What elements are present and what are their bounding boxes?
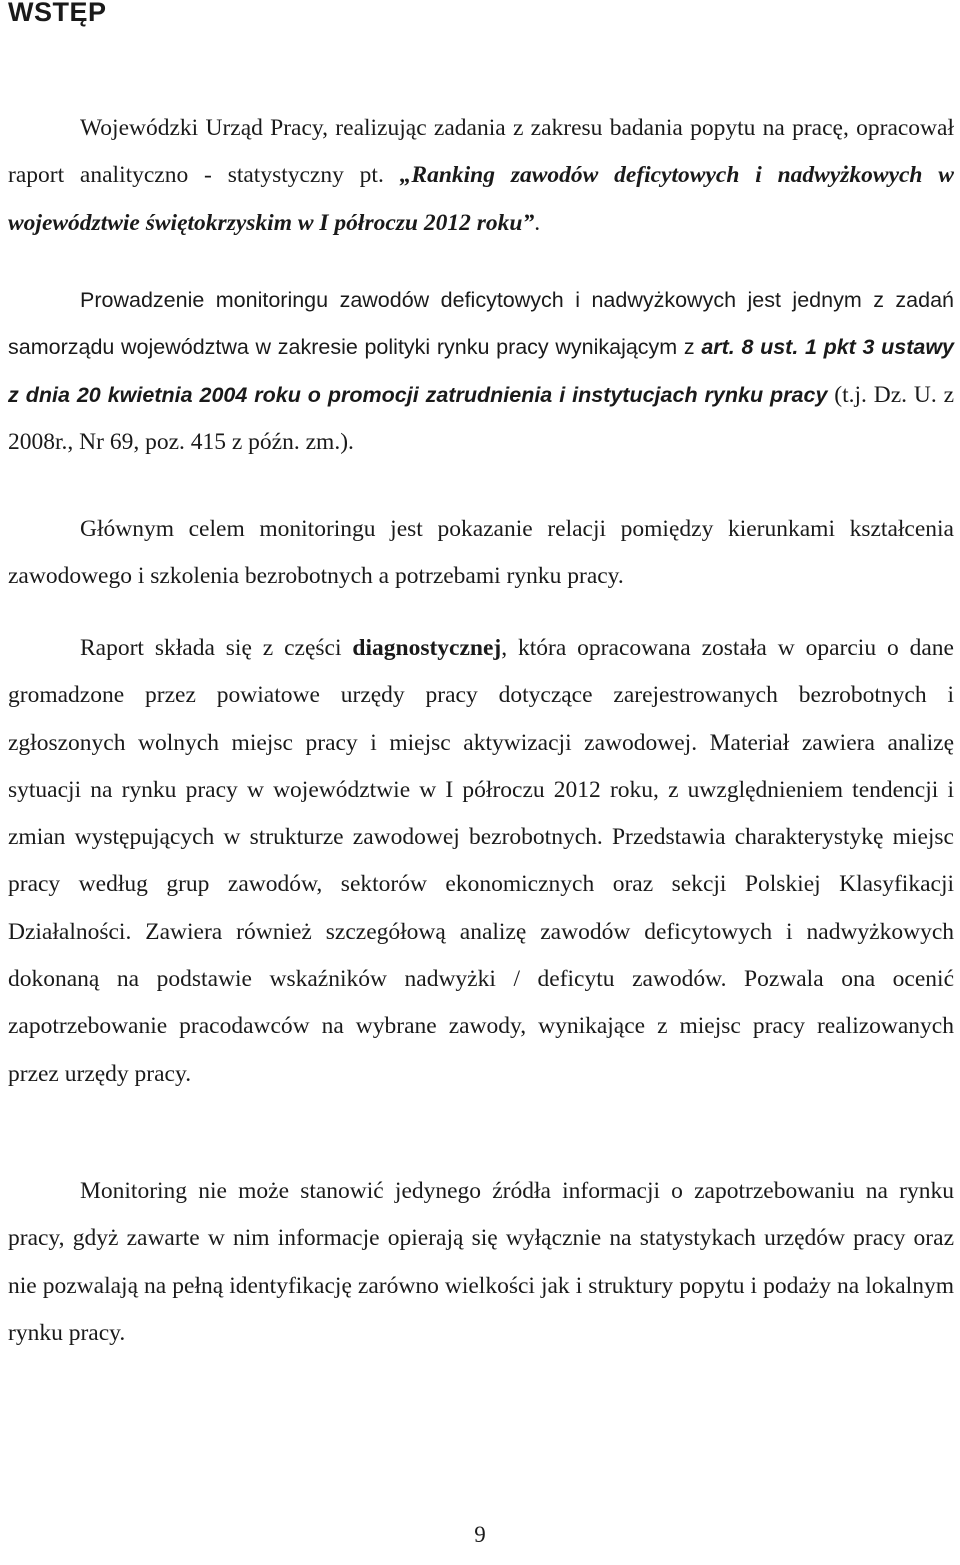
intro-text: Wojewódzki Urząd Pracy, realizując zadania z zakresu badania popytu na pracę, opracował raport analityczno - statystyczny pt. bbox=[8, 115, 954, 189]
legal-basis-text: Prowadzenie monitoringu zawodów deficytowych i nadwyżkowych jest jednym z zadań samorządu województwa w zakresie polityki rynku pracy wynikającym z bbox=[8, 288, 954, 360]
limitations-text: Monitoring nie może stanowić jedynego źródła informacji o zapotrzebowaniu na rynku pracy, gdyż zawarte w nim informacje opierają się wyłącznie na statystykach urzędów pracy oraz nie pozwalają na pełną identyfikację zarówno wielkości jak i struktury popytu i podaży na lokalnym rynku pracy. bbox=[8, 1178, 954, 1346]
statute-citation: (t.j. Dz. U. z 2008r., Nr 69, poz. 415 z późn. zm.). bbox=[8, 381, 954, 455]
paragraph-limitations bbox=[8, 1168, 954, 1357]
structure-text-rest: , która opracowana została w oparciu o dane gromadzone przez powiatowe urzędy pracy dotyczące zarejestrowanych bezrobotnych i zgłoszonych wolnych miejsc pracy i miejsc aktywizacji zawodowej. Materiał zawiera analizę sytuacji na rynku pracy w województwie w I półroczu 2012 roku, z uwzględnieniem tendencji i zmian występujących w strukturze zawodowej bezrobotnych. Przedstawia charakterystykę miejsc pracy według grup zawodów, sektorów ekonomicznych oraz sekcji Polskiej Klasyfikacji Działalności. Zawiera również szczegółową analizę zawodów deficytowych i nadwyżkowych dokonaną na podstawie wskaźników nadwyżki / deficytu zawodów. Pozwala ona ocenić zapotrzebowanie pracodawców na wybrane zawody, wynikające z miejsc pracy realizowanych przez urzędy pracy. bbox=[8, 635, 954, 1087]
goal-text: Głównym celem monitoringu jest pokazanie relacji pomiędzy kierunkami kształcenia zawodowego i szkolenia bezrobotnych a potrzebami rynku pracy. bbox=[8, 516, 954, 590]
diagnostic-term: diagnostycznej bbox=[352, 635, 502, 661]
page-number: 9 bbox=[474, 1522, 486, 1547]
statute-reference: art. 8 ust. 1 pkt 3 ustawy z dnia 20 kwietnia 2004 roku o promocji zatrudnienia i instytucjach rynku pracy bbox=[8, 335, 955, 407]
section-heading: WSTĘP bbox=[8, 0, 107, 27]
structure-text-start: Raport składa się z części bbox=[80, 635, 353, 661]
paragraph-report-structure bbox=[8, 625, 954, 1098]
paragraph-goal bbox=[8, 506, 954, 601]
paragraph-intro bbox=[8, 105, 954, 247]
report-title: „Ranking zawodów deficytowych i nadwyżkowych w województwie świętokrzyskim w I półroczu 2012 roku” bbox=[8, 162, 954, 236]
paragraph-legal-basis bbox=[8, 277, 954, 466]
intro-end: . bbox=[534, 209, 541, 236]
